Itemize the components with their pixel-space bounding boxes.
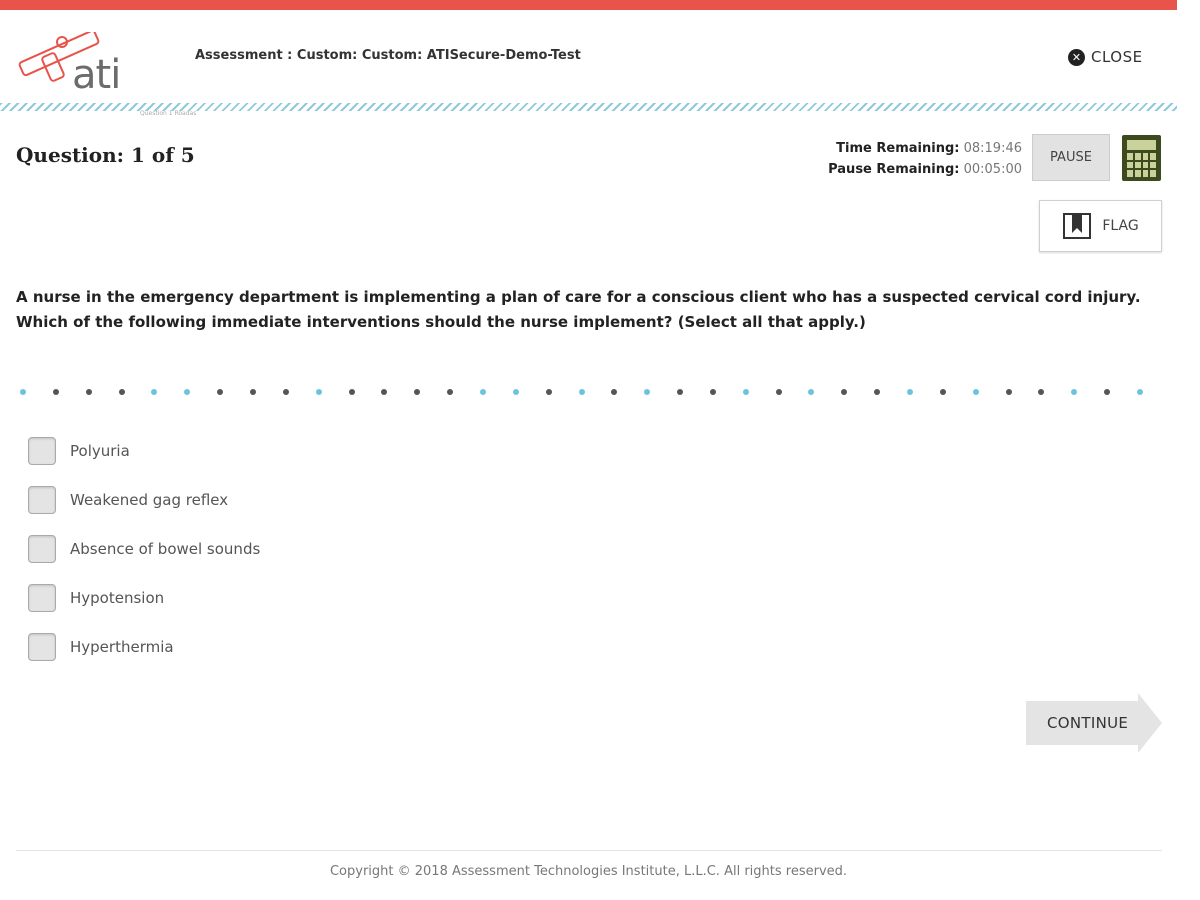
divider-dot xyxy=(414,389,420,395)
checkbox[interactable] xyxy=(28,535,56,563)
continue-button[interactable] xyxy=(1026,693,1162,753)
answer-option-label: Absence of bowel sounds xyxy=(70,540,261,558)
divider-dot xyxy=(53,389,59,395)
answer-option-label: Hyperthermia xyxy=(70,638,174,656)
flag-button[interactable] xyxy=(1039,200,1162,252)
answer-option-label: Weakened gag reflex xyxy=(70,491,229,509)
question-status-label: Question 1 Roadas xyxy=(140,110,197,117)
flag-label: FLAG xyxy=(1102,218,1139,234)
continue-label: CONTINUE xyxy=(1047,714,1129,732)
divider-dot xyxy=(940,389,946,395)
divider-dot xyxy=(579,389,585,395)
answer-option-label: Polyuria xyxy=(70,442,130,460)
divider-dot xyxy=(20,389,26,395)
divider-dot xyxy=(217,389,223,395)
copyright: Copyright © 2018 Assessment Technologies Institute, L.L.C. All rights reserved. xyxy=(329,864,848,879)
question-number: Question: 1 of 5 xyxy=(16,143,195,167)
divider-dot xyxy=(1006,389,1012,395)
divider-dot xyxy=(250,389,256,395)
header xyxy=(0,10,1177,105)
top-accent-bar xyxy=(0,0,1177,10)
answer-option[interactable] xyxy=(28,435,428,467)
answer-option[interactable] xyxy=(28,484,428,516)
divider-dot xyxy=(743,389,749,395)
divider-dot xyxy=(841,389,847,395)
footer-divider xyxy=(16,850,1162,851)
divider-dot xyxy=(349,389,355,395)
close-icon: ✕ xyxy=(1068,49,1085,66)
pause-remaining-value: 00:05:00 xyxy=(963,162,1022,177)
divider-dot xyxy=(151,389,157,395)
close-label: CLOSE xyxy=(1091,48,1143,66)
calculator-icon[interactable] xyxy=(1122,135,1161,181)
dotted-divider xyxy=(20,389,1160,399)
divider-dot xyxy=(1137,389,1143,395)
divider-dot xyxy=(1038,389,1044,395)
answer-option[interactable] xyxy=(28,533,428,565)
divider-dot xyxy=(316,389,322,395)
divider-dot xyxy=(447,389,453,395)
divider-dot xyxy=(1104,389,1110,395)
checkbox[interactable] xyxy=(28,633,56,661)
divider-dot xyxy=(480,389,486,395)
answer-option-label: Hypotension xyxy=(70,589,165,607)
question-text: A nurse in the emergency department is implementing a plan of care for a conscious client who has a suspected cervical cord injury. Which of the following immediate interventions should the nurse implement? (Select all that apply.) xyxy=(16,288,1141,331)
divider-dot xyxy=(874,389,880,395)
divider-dot xyxy=(973,389,979,395)
pause-button[interactable]: PAUSE xyxy=(1032,134,1110,181)
bookmark-flag-icon xyxy=(1062,211,1092,241)
divider-dot xyxy=(184,389,190,395)
checkbox[interactable] xyxy=(28,584,56,612)
divider-dot xyxy=(644,389,650,395)
divider-dot xyxy=(677,389,683,395)
divider-dot xyxy=(611,389,617,395)
divider-dot xyxy=(283,389,289,395)
answer-option[interactable] xyxy=(28,582,428,614)
ati-logo xyxy=(16,32,136,102)
assessment-title: Assessment : Custom: Custom: ATISecure-Demo-Test xyxy=(195,48,581,63)
divider-dot xyxy=(1071,389,1077,395)
answer-option[interactable] xyxy=(28,631,428,663)
divider-dot xyxy=(710,389,716,395)
divider-dot xyxy=(513,389,519,395)
checkbox[interactable] xyxy=(28,437,56,465)
pause-remaining-label: Pause Remaining: xyxy=(828,162,960,177)
divider-dot xyxy=(776,389,782,395)
close-button[interactable] xyxy=(1068,48,1143,66)
divider-dot xyxy=(381,389,387,395)
checkbox[interactable] xyxy=(28,486,56,514)
divider-dot xyxy=(86,389,92,395)
time-remaining-value: 08:19:46 xyxy=(963,141,1022,156)
logo-text: ati xyxy=(72,52,121,98)
divider-dot xyxy=(546,389,552,395)
timers xyxy=(828,138,1022,180)
divider-dot xyxy=(907,389,913,395)
time-remaining-label: Time Remaining: xyxy=(836,141,960,156)
divider-dot xyxy=(119,389,125,395)
divider-dot xyxy=(808,389,814,395)
